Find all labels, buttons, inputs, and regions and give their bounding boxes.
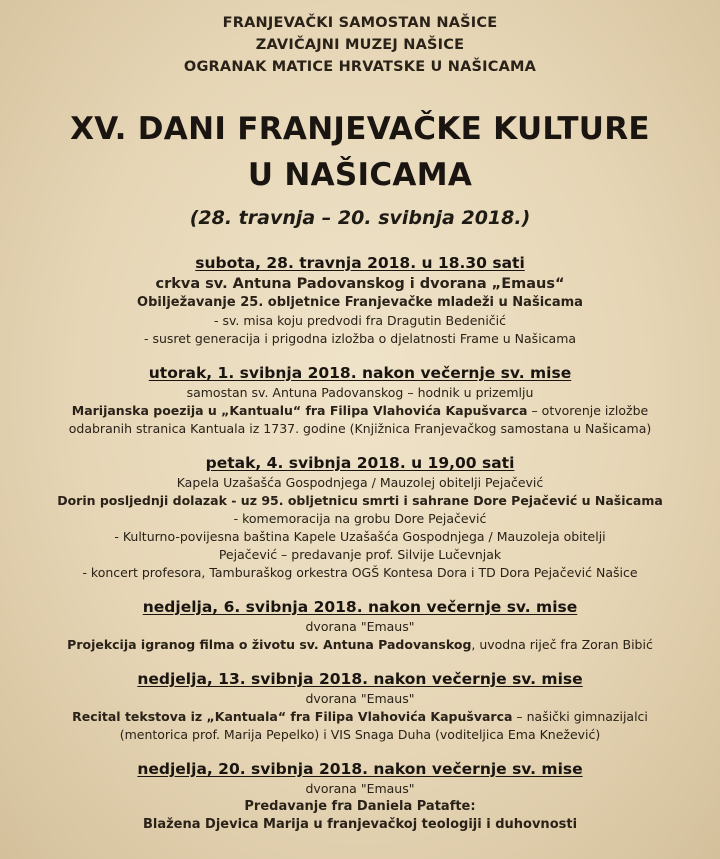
event-title-rest: – otvorenje izložbe: [527, 403, 649, 418]
event-venue: Kapela Uzašašća Gospodnjega / Mauzolej obitelji Pejačević: [176, 475, 544, 490]
event-6: [0, 758, 720, 834]
event-heading: nedjelja, 20. svibnja 2018. nakon večernje sv. mise: [137, 760, 583, 778]
event-title-line-2: Blažena Djevica Marija u franjevačkoj teologiji i duhovnosti: [142, 817, 578, 832]
event-venue: dvorana "Emaus": [305, 781, 415, 796]
event-title: Marijanska poezija u „Kantualu“ fra Filipa Vlahovića Kapušvarca: [71, 403, 528, 418]
event-item: - susret generacija i prigodna izložba o djelatnosti Frame u Našicama: [143, 331, 577, 346]
event-title: Projekcija igranog filma o životu sv. Antuna Padovanskog: [67, 637, 472, 652]
event-venue: crkva sv. Antuna Padovanskog i dvorana „Emaus“: [155, 276, 565, 292]
event-4: [0, 596, 720, 654]
event-5: [0, 668, 720, 744]
event-2: [0, 362, 720, 438]
event-title: Recital tekstova iz „Kantuala“ fra Filipa Vlahovića Kapušvarca: [72, 709, 513, 724]
organizer-line: OGRANAK MATICE HRVATSKE U NAŠICAMA: [183, 59, 537, 75]
event-item: - Kulturno-povijesna baština Kapele Uzašašća Gospodnjega / Mauzoleja obitelji: [114, 529, 606, 544]
event-title-rest: , uvodna riječ fra Zoran Bibić: [471, 637, 653, 652]
organizer-line: FRANJEVAČKI SAMOSTAN NAŠICE: [222, 15, 498, 31]
festival-dates: (28. travnja – 20. svibnja 2018.): [189, 207, 531, 229]
event-venue: dvorana "Emaus": [305, 619, 415, 634]
event-venue: samostan sv. Antuna Padovanskog – hodnik u prizemlju: [186, 385, 534, 400]
event-title: Dorin posljednji dolazak - uz 95. obljetnicu smrti i sahrane Dore Pejačević u Našicama: [57, 493, 663, 508]
event-item: - komemoracija na grobu Dore Pejačević: [233, 511, 487, 526]
event-item: - sv. misa koju predvodi fra Dragutin Bedeničić: [213, 313, 507, 328]
event-item: odabranih stranica Kantuala iz 1737. godine (Knjižnica Franjevačkog samostana u Našicama): [68, 421, 652, 436]
event-heading: nedjelja, 13. svibnja 2018. nakon večernje sv. mise: [137, 670, 583, 688]
event-heading: subota, 28. travnja 2018. u 18.30 sati: [195, 254, 525, 272]
event-3: [0, 452, 720, 582]
event-item: (mentorica prof. Marija Pepelko) i VIS Snaga Duha (voditeljica Ema Knežević): [119, 727, 601, 742]
event-heading: petak, 4. svibnja 2018. u 19,00 sati: [205, 454, 515, 472]
event-title-rest: – našički gimnazijalci: [512, 709, 648, 724]
event-title: Predavanje fra Daniela Patafte:: [244, 799, 476, 814]
event-title-line: [0, 402, 720, 420]
main-title-line-1: XV. DANI FRANJEVAČKE KULTURE: [70, 111, 650, 147]
organizers: [0, 0, 720, 78]
event-item: Pejačević – predavanje prof. Silvije Lučevnjak: [218, 547, 502, 562]
event-title-line: [0, 708, 720, 726]
organizer-line: ZAVIČAJNI MUZEJ NAŠICE: [255, 37, 465, 53]
event-item: - koncert profesora, Tamburaškog orkestra OGŠ Kontesa Dora i TD Dora Pejačević Našice: [82, 565, 638, 580]
event-1: [0, 252, 720, 348]
event-heading: utorak, 1. svibnja 2018. nakon večernje sv. mise: [148, 364, 572, 382]
event-heading: nedjelja, 6. svibnja 2018. nakon večernje sv. mise: [142, 598, 578, 616]
event-venue: dvorana "Emaus": [305, 691, 415, 706]
event-title: Obilježavanje 25. obljetnice Franjevačke mladeži u Našicama: [137, 295, 583, 310]
main-title-line-2: U NAŠICAMA: [247, 157, 473, 193]
event-title-line: [0, 636, 720, 654]
